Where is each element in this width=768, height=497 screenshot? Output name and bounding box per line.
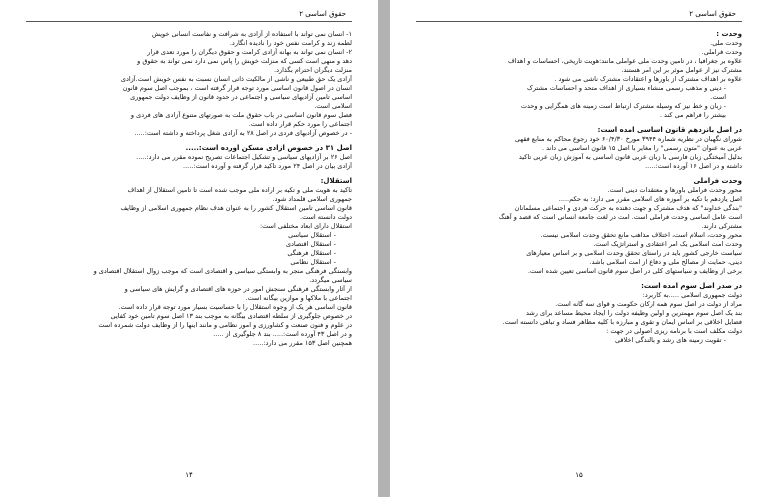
- text-line: لطمه زند و کرامت نفس خود را نادیده انگارد.: [229, 39, 352, 47]
- text-line: برخی از وظایف و سیاستهای کلی در اصل سوم قانون اساسی تعیین شده است.: [527, 267, 742, 275]
- text-line: منزلت دیگران احترام بگذارد.: [274, 66, 352, 74]
- text-line: عربی به عنوان "متون رسمی" را مغایر با اصل ۱۵ قانون اساسی می داند .: [542, 144, 742, 152]
- page-header: [416, 9, 742, 22]
- text-line: مشترک نیز از عوامل موثر بر این امر هستند.: [621, 66, 742, 74]
- bullet-line: - استقلال فرهنگی: [287, 249, 336, 257]
- text-line: انسان در اصول قانون اساسی مورد توجه قرار گرفته است ، بموجب اصل سوم قانون: [122, 84, 352, 92]
- page-body: [26, 30, 352, 460]
- page-header: [26, 9, 352, 22]
- header-title: حقوق اساسی ۲: [299, 10, 346, 18]
- section-heading: اصل ۳۱ در خصوص آزادی مسکن آورده است:.....: [185, 144, 352, 152]
- text-line: - در خصوص آزادیهای فردی در اصل ۲۸ به آزادی شغل پرداخته و داشته است:.....: [134, 129, 352, 137]
- text-line: وحدت امت اسلامی یک امر اعتقادی و استراتژیک است.: [593, 240, 742, 248]
- bullet-line: - استقلال اقتصادی: [285, 240, 336, 248]
- text-line: آزادی یک حق طبیعی و ناشی از مالکیت ذاتی انسان نسبت به نفس خویش است.آزادی: [120, 75, 352, 83]
- text-line: مراد از دولت در اصل سوم همه ارکان حکومت و قوای سه گانه است.: [555, 300, 742, 308]
- text-line: ۱- انسان نمی تواند با استفاده از آزادی به شرافت و نفاست انسانی خویش: [151, 30, 352, 38]
- text-line: وابستگی فرهنگی منجر به وابستگی سیاسی و اقتصادی است که موجب زوال استقلال اقتصادی و: [93, 267, 352, 275]
- header-title: حقوق اساسی ۲: [689, 10, 736, 18]
- right-page: [390, 0, 768, 497]
- text-line: محور وحدت، اسلام است، اختلاف مذاهب مانع تحقق وحدت اسلامی نیست.: [540, 231, 742, 239]
- text-line: از آثار وابستگی فرهنگی سنجش امور در حوزه های اقتصادی و گرایش های سیاسی و: [124, 285, 352, 293]
- text-line: اصل یازدهم با تکیه بر آموزه های اسلامی مقرر می دارد: به حکم.....: [558, 195, 742, 203]
- page-body: [416, 30, 742, 460]
- text-line: علاوه بر اهداف مشترک از باورها و اعتقادات مشترک ناشی می شود .: [554, 75, 742, 83]
- text-line: محور وحدت فراملی باورها و معتقدات دینی است.: [607, 186, 742, 194]
- text-line: و در اصل ۴۳ آورده است:..... بند ۸ جلوگیری از .....: [213, 330, 352, 338]
- left-page: [0, 0, 378, 497]
- text-line: قانون اساسی تامین استقلال کشور را به عنوان هدف نظام جمهوری اسلامی از وظایف: [120, 204, 352, 212]
- text-line: وحدت فراملی.: [701, 48, 742, 56]
- text-line: اجتماعی با ملاکها و موازین بیگانه است.: [245, 294, 352, 302]
- text-line: تاکید به هویت ملی و تکیه بر اراده ملی موجب شده است تا تامین استقلال از اهداف: [127, 186, 352, 194]
- bullet-line: - استقلال نظامی: [290, 258, 336, 266]
- bullet-line: - زبان و خط نیز که وسیله مشترک ارتباط است زمینه های همگرایی و وحدت: [520, 102, 726, 110]
- text-line: آزادی بیان در اصل ۲۴ مورد تاکید قرار گرفته و آورده است:.....: [183, 162, 352, 170]
- text-line: اسلامی است.: [314, 102, 352, 110]
- bullet-line: - استقلال سیاسی: [288, 231, 336, 239]
- text-line: بند یک اصل سوم مهمترین و اولین وظیفه دولت را ایجاد محیط مساعد برای رشد: [525, 309, 742, 317]
- text-line: اصل ۲۶ بر آزادیهای سیاسی و تشکیل اجتماعات تصریح نموده مقرر می دارد:.....: [136, 153, 352, 161]
- text-line: علاوه بر جغرافیا ، در تامین وحدت ملی عواملی مانند:هویت تاریخی، احساسات و اهداف: [507, 57, 742, 65]
- text-line: اساسی تامین آزادیهای سیاسی و اجتماعی در حدود قانون از وظایف دولت جمهوری: [130, 93, 352, 101]
- section-heading: وحدت :: [716, 30, 742, 38]
- text-line: وحدت ملی.: [710, 39, 742, 47]
- section-heading: وحدت فراملی: [693, 177, 742, 185]
- section-heading: در اصل بانزدهم قانون اساسی آمده است:: [597, 126, 742, 134]
- text-line: سیاسی میگردد.: [309, 276, 352, 284]
- text-line: در علوم و فنون صنعت و کشاورزی و امور نظامی و مانند اینها را از وظایف دولت شمرده است: [98, 321, 352, 329]
- text-line: ۲- انسان نمی تواند به بهانه آزادی کرامت و حقوق دیگران را مورد تعدی قرار: [147, 48, 352, 56]
- bullet-line: است.: [710, 93, 726, 101]
- text-line: بدلیل آمیختگی زبان فارسی با زبان عربی قانون اساسی به آموزش زبان عربی تاکید: [518, 153, 742, 161]
- text-line: "بندگی خداوند" که هدف مشترک و جهت دهنده به حرکت فردی و اجتماعی مسلمانان: [514, 204, 742, 212]
- text-line: دینی، حمایت از مصالح ملی و دفاع از امت اسلامی باشد.: [589, 258, 742, 266]
- text-line: شورای نگهبان در نظریه شماره ۳۹۴۴ مورخ ۶۰/۴/۳۰ خود رجوع محاکم به منابع فقهی: [514, 135, 742, 143]
- text-line: همچنین اصل ۱۵۳ مقرر می دارد:.....: [253, 339, 352, 347]
- page-number: ۱۵: [575, 471, 583, 479]
- text-line: دولت جمهوری اسلامی .....به کاربرد:: [642, 291, 742, 299]
- text-line: داشته و در اصل ۱۶ آورده است:.....: [645, 162, 742, 170]
- text-line: جمهوری اسلامی قلمداد شود.: [272, 195, 352, 203]
- section-heading: استقلال:: [320, 177, 352, 185]
- text-line: استقلال دارای ابعاد مختلفی است:: [259, 222, 352, 230]
- text-line: در خصوص جلوگیری از سلطه اقتصادی بیگانه به موجب بند ۱۳ اصل سوم تامین خود کفایی: [110, 312, 352, 320]
- text-line: سیاست خارجی کشور باید در راستای تحقق وحدت اسلامی و بر اساس معیارهای: [526, 249, 742, 257]
- text-line: مشترکی دارند.: [701, 222, 742, 230]
- bullet-line: - تقویت زمینه های رشد و بالندگی اخلاقی: [615, 336, 726, 344]
- text-line: دهد و منهی است کسی که منزلت خویش را پاس نمی دارد نمی تواند به حقوق و: [137, 57, 352, 65]
- bullet-line: - دینی و مذهب رسمی منشاء بسیاری از اهداف متحد و احساسات مشترک: [527, 84, 726, 92]
- page-number: ۱۴: [185, 471, 193, 479]
- text-line: فضایل اخلاقی بر اساس ایمان و تقوی و مبارزه با کلیه مظاهر فساد و تباهی دانسته است.: [502, 318, 742, 326]
- text-line: دولت دانسته است.: [300, 213, 352, 221]
- text-line: فصل سوم قانون اساسی در باب حقوق ملت به صورتهای متنوع آزادی های فردی و: [130, 111, 352, 119]
- section-heading: در صدر اصل سوم آمده است:: [641, 282, 742, 290]
- text-line: اجتماعی را مورد حکم قرار داده است.: [248, 120, 352, 128]
- text-line: قانون اساسی هر یک از وجوه استقلال را با حساسیت بسیار مورد توجه قرار داده است.: [118, 303, 352, 311]
- text-line: دولت مکلف است با برنامه ریزی اصولی در جهت :: [606, 327, 742, 335]
- bullet-line: بیشتر را فراهم می کند .: [659, 111, 726, 119]
- text-line: است عامل اساسی وحدت فراملی است. امت در لغت جامعه انسانی است که قصد و آهنگ: [498, 213, 742, 221]
